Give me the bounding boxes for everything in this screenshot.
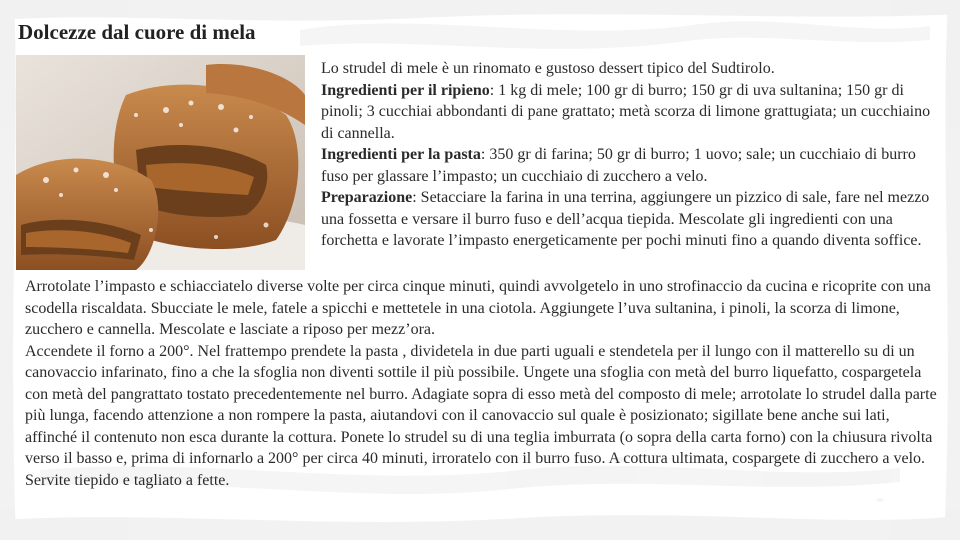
recipe-ingredients xyxy=(321,58,946,252)
filling-ingredients xyxy=(321,80,946,145)
preparation-intro xyxy=(321,187,946,252)
recipe-steps xyxy=(25,276,943,491)
preparation-label: Preparazione xyxy=(321,189,413,206)
dough-ingredients xyxy=(321,144,946,187)
dough-text: : 350 gr di farina; 50 gr di burro; 1 uovo; sale; un cucchiaio di burro fuso per glassare l’impasto; un cucchiaio di zucchero a velo. xyxy=(321,146,916,185)
intro-text: Lo strudel di mele è un rinomato e gustoso dessert tipico del Sudtirolo. xyxy=(321,60,775,77)
filling-text: : 1 kg di mele; 100 gr di burro; 150 gr di uva sultanina; 150 gr di pinoli; 3 cucchiai abbondanti di pane grattato; metà scorza di limone grattugiata; un cucchiaino di cannella. xyxy=(321,81,931,142)
preparation-text: : Setacciare la farina in una terrina, aggiungere un pizzico di sale, fare nel mezzo una fossetta e versare il burro fuso e dell’acqua tiepida. Mescolate gli ingredienti con una forchetta e lavorate l’impasto energeticamente per pochi minuti fino a quando diventa soffice. xyxy=(321,189,930,249)
strudel-photo xyxy=(16,55,305,270)
filling-label: Ingredienti per il ripieno xyxy=(321,81,490,99)
steps-paragraph-2: Accendete il forno a 200°. Nel frattempo prendete la pasta , dividetela in due parti uguali e stendetela per il lungo con il matterello su di un canovaccio infarinato, fino a che la sfoglia non diventi sottile il più possibile. Ungete una sfoglia con metà del burro liquefatto, cospargetela con metà del pangrattato tostato precedentemente nel burro. Adagiate sopra di esso metà del composto di mele; arrotolate lo strudel dalla parte più lunga, facendo attenzione a non rompere la pasta, aiutandovi con il canovaccio sul quale è posizionato; sigillate bene anche sui lati, affinché il contenuto non esca durante la cottura. Ponete lo strudel su di una teglia imburrata (o sopra della carta forno) con la chiusura rivolta verso il basso e, prima di infornarlo a 200° per circa 40 minuti, irroratelo con il burro fuso. A cottura ultimata, cospargete di zucchero a velo. Servite tiepido e tagliato a fette. xyxy=(25,342,937,489)
page-title: Dolcezze dal cuore di mela xyxy=(18,20,256,44)
steps-paragraph-1: Arrotolate l’impasto e schiacciatelo diverse volte per circa cinque minuti, quindi avvolgetelo in uno strofinaccio da cucina e ricoprite con una scodella riscaldata. Sbucciate le mele, fatele a spicchi e mettetele in una ciotola. Aggiungete l’uva sultanina, i pinoli, la scorza di limone, zucchero e cannella. Mescolate e lasciate a riposo per mezz’ora. xyxy=(25,278,931,338)
dough-label: Ingredienti per la pasta xyxy=(321,146,481,163)
